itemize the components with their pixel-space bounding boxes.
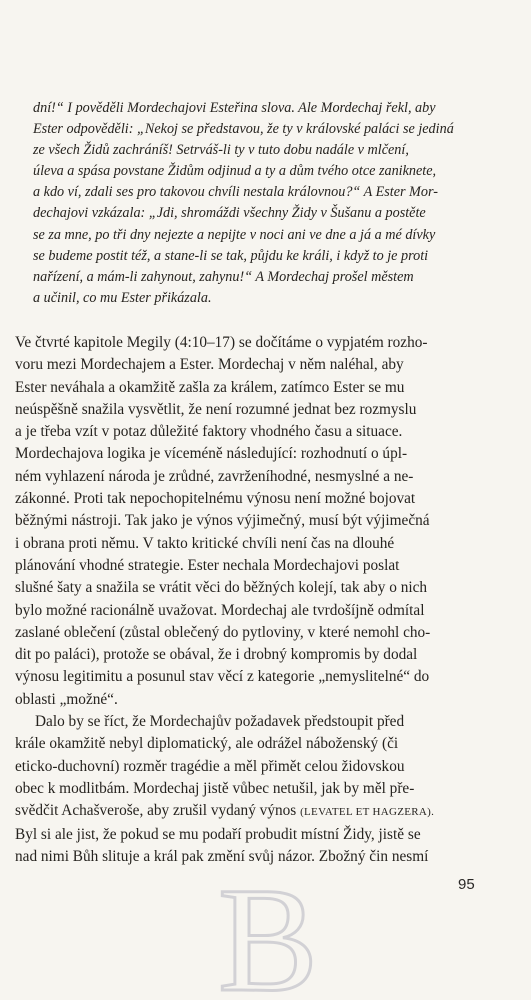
paragraph-line-text: svědčit Achašveroše, aby zrušil vydaný výnos [15,802,297,820]
publisher-watermark-logo [208,872,328,1000]
quote-line: se za mne, po tři dny nejezte a nepijte v noci ani ve dne a já a mé dívky [33,226,436,243]
paragraph-line: plánování vhodné strategie. Ester nechala Mordechajovi poslat [15,556,400,574]
paragraph-line: krále okamžitě nebyl diplomatický, ale odrážel náboženský (či [15,735,399,753]
paragraph-line: výnosu legitimitu a posunul stav věcí z kategorie „nemyslitelné“ do [15,668,430,686]
paragraph-line: Dalo by se říct, že Mordechajův požadavek předstoupit před [35,713,405,731]
quote-line: úleva a spása povstane Židům odjinud a ty a dům tvého otce zaniknete, [33,163,437,180]
quote-line: Ester odpověděli: „Nekoj se představou, že ty v královské paláci se jediná [33,121,454,138]
paragraph-line: zákonné. Proti tak nepochopitelnému výnosu není možné bojovat [15,490,416,508]
paragraph-line: i obrana proti němu. V takto kritické chvíli není čas na dlouhé [15,534,395,552]
paragraph-line: dit po paláci), protože se obával, že i drobný kompromis by dodal [15,646,418,664]
paragraph-line: neúspěšně snažila vysvětlit, že není rozumné jednat bez rozmyslu [15,400,417,418]
paragraph-line: bylo možné racionálně uvažovat. Mordechaj ale tvrdošíjně odmítal [15,601,425,619]
paragraph-line: běžnými nástroji. Tak jako je výnos výjimečný, musí být výjimečná [15,512,430,530]
paragraph-line: Mordechajova logika je víceméně následující: rozhodnutí o úpl- [15,445,408,463]
quote-line: a učinil, co mu Ester přikázala. [33,289,212,306]
paragraph-line: voru mezi Mordechajem a Ester. Mordechaj v něm naléhal, aby [15,356,404,374]
paragraph-line: slušné šaty a snažila se vrátit věci do běžných kolejí, tak aby o nich [15,579,428,597]
quote-line: dechajovi vzkázala: „Jdi, shromáždi všechny Židy v Šušanu a postěte [33,205,426,222]
citation: (LEVATEL ET HAGZERA). [300,806,435,819]
paragraph-line: eticko-duchovní) rozměr tragédie a měl přimět celou židovskou [15,757,405,775]
paragraph-line: Ve čtvrté kapitole Megily (4:10–17) se dočítáme o vypjatém rozho- [15,334,428,351]
page-number: 95 [458,876,475,893]
paragraph-line: obec k modlitbám. Mordechaj jistě vůbec netušil, jak by měl pře- [15,779,415,797]
quote-line: dní!“ I pověděli Mordechajovi Esteřina slova. Ale Mordechaj řekl, aby [33,100,436,116]
body-text [15,332,477,868]
paragraph-line: Ester neváhala a okamžitě zašla za králem, zatímco Ester se mu [15,378,405,396]
quote-line: nařízení, a mám-li zahynout, zahynu!“ A Mordechaj prošel městem [33,268,414,285]
svg-text:B: B [217,872,319,1000]
paragraph-line: nad nimi Bůh slituje a král pak změní svůj názor. Zbožný čin nesmí [15,847,429,865]
paragraph-line: a je třeba vzít v potaz důležité faktory vhodného času a situace. [15,423,403,441]
quote-line: ze všech Židů zachráníš! Setrváš-li ty v tuto dobu nadále v mlčení, [33,142,409,159]
quote-line: a kdo ví, zdali ses pro takovou chvíli nestala královnou?“ A Ester Mor- [33,184,438,201]
block-quote [33,98,473,309]
paragraph-line [15,800,477,823]
paragraph-line: oblasti „možné“. [15,690,118,708]
quote-line: se budeme postit též, a stane-li se tak, půjdu ke králi, i když to je proti [33,247,429,264]
paragraph-line: ném vyhlazení národa je zrůdné, zavrženíhodné, nesmyslné a ne- [15,467,414,485]
paragraph-line: Byl si ale jist, že pokud se mu podaří probudit místní Židy, jistě se [15,825,421,843]
paragraph-line: zaslané oblečení (zůstal oblečený do pytloviny, v které nemohl cho- [15,623,431,641]
